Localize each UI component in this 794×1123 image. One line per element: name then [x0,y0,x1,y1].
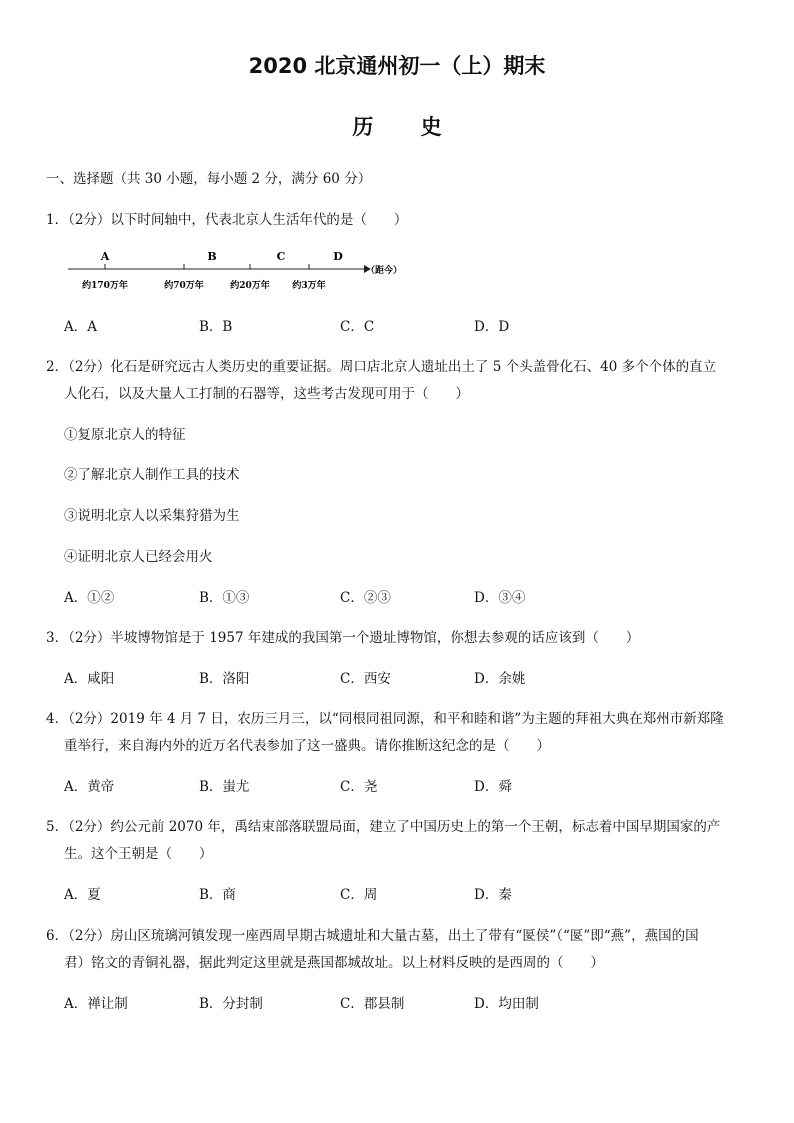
timeline-letter-b: B [207,250,217,263]
timeline-end-label: （距今） [366,266,403,276]
question-3-options [64,667,624,687]
option-c[interactable]: C．周 [340,887,378,903]
question-1-text: 1．（2分）以下时间轴中，代表北京人生活年代的是（ ） [46,212,408,228]
question-2-text: 2．（2分）化石是研究远古人类历史的重要证据。周口店北京人遗址出土了 5 个头盖骨化石、40 多个个体的直立 [46,359,717,375]
option-c[interactable]: C．尧 [340,779,378,795]
option-c[interactable]: C．西安 [340,671,391,687]
document-title: 2020 北京通州初一（上）期末 [248,54,546,78]
option-d[interactable]: D．D [474,319,510,335]
option-b[interactable]: B．商 [199,887,236,903]
question-4-text: 4．（2分）2019 年 4 月 7 日，农历三月三，以“同根同祖同源，和平和睦和谐”为主题的拜祖大典在郑州市新郑隆 [46,711,724,727]
timeline-letter-d: D [333,250,343,263]
section-heading: 一、选择题（共 30 小题，每小题 2 分，满分 60 分） [46,171,372,187]
statement-2: ②了解北京人制作工具的技术 [64,467,240,483]
statement-4: ④证明北京人已经会用火 [64,549,213,565]
timeline-letter-c: C [276,250,286,263]
option-a[interactable]: A．夏 [64,887,101,903]
option-d[interactable]: D．均田制 [474,996,539,1012]
option-d[interactable]: D．舜 [474,779,512,795]
question-1-options [64,315,624,335]
option-d[interactable]: D．秦 [474,887,512,903]
question-6-text: 6．（2分）房山区琉璃河镇发现一座西周早期古城遗址和大量古墓，出土了带有“匽侯”（“匽”即“燕”，燕国的国 [46,928,699,944]
option-a[interactable]: A．A [64,319,97,335]
question-3-text: 3．（2分）半坡博物馆是于 1957 年建成的我国第一个遗址博物馆，你想去参观的话应该到（ ） [46,630,640,646]
option-b[interactable]: B．蚩尤 [199,779,250,795]
statement-1: ①复原北京人的特征 [64,427,186,443]
statement-3: ③说明北京人以采集狩猎为生 [64,508,240,524]
option-b[interactable]: B．分封制 [199,996,263,1012]
timeline-age-a: 约170万年 [82,281,128,291]
option-c[interactable]: C．②③ [340,590,391,606]
question-6-options [64,992,624,1012]
timeline-age-d: 约3万年 [292,281,326,291]
timeline-letter-a: A [100,250,110,263]
option-a[interactable]: A．黄帝 [64,779,115,795]
question-5-options [64,883,624,903]
option-b[interactable]: B．①③ [199,590,250,606]
option-c[interactable]: C．C [340,319,375,335]
question-2-options [64,586,624,606]
option-b[interactable]: B．洛阳 [199,671,250,687]
timeline-age-c: 约20万年 [230,281,270,291]
timeline-age-b: 约70万年 [164,281,204,291]
question-5-text: 5．（2分）约公元前 2070 年，禹结束部落联盟局面，建立了中国历史上的第一个王朝，标志着中国早期国家的产 [46,819,721,835]
option-b[interactable]: B．B [199,319,233,335]
option-a[interactable]: A．①② [64,590,115,606]
question-4-options [64,775,624,795]
question-2-text-cont: 人化石，以及大量人工打制的石器等，这些考古发现可用于（ ） [64,386,469,402]
question-5-text-cont: 生。这个王朝是（ ） [64,846,213,862]
subject-title: 历 史 [352,115,442,139]
question-6-text-cont: 君）铭文的青铜礼器，据此判定这里就是燕国都城故址。以上材料反映的是西周的（ ） [64,955,604,971]
question-4-text-cont: 重举行，来自海内外的近万名代表参加了这一盛典。请你推断这纪念的是（ ） [64,738,550,754]
option-d[interactable]: D．余姚 [474,671,526,687]
option-a[interactable]: A．禅让制 [64,996,128,1012]
option-a[interactable]: A．咸阳 [64,671,115,687]
option-d[interactable]: D．③④ [474,590,526,606]
option-c[interactable]: C．郡县制 [340,996,405,1012]
timeline-figure [64,248,404,298]
